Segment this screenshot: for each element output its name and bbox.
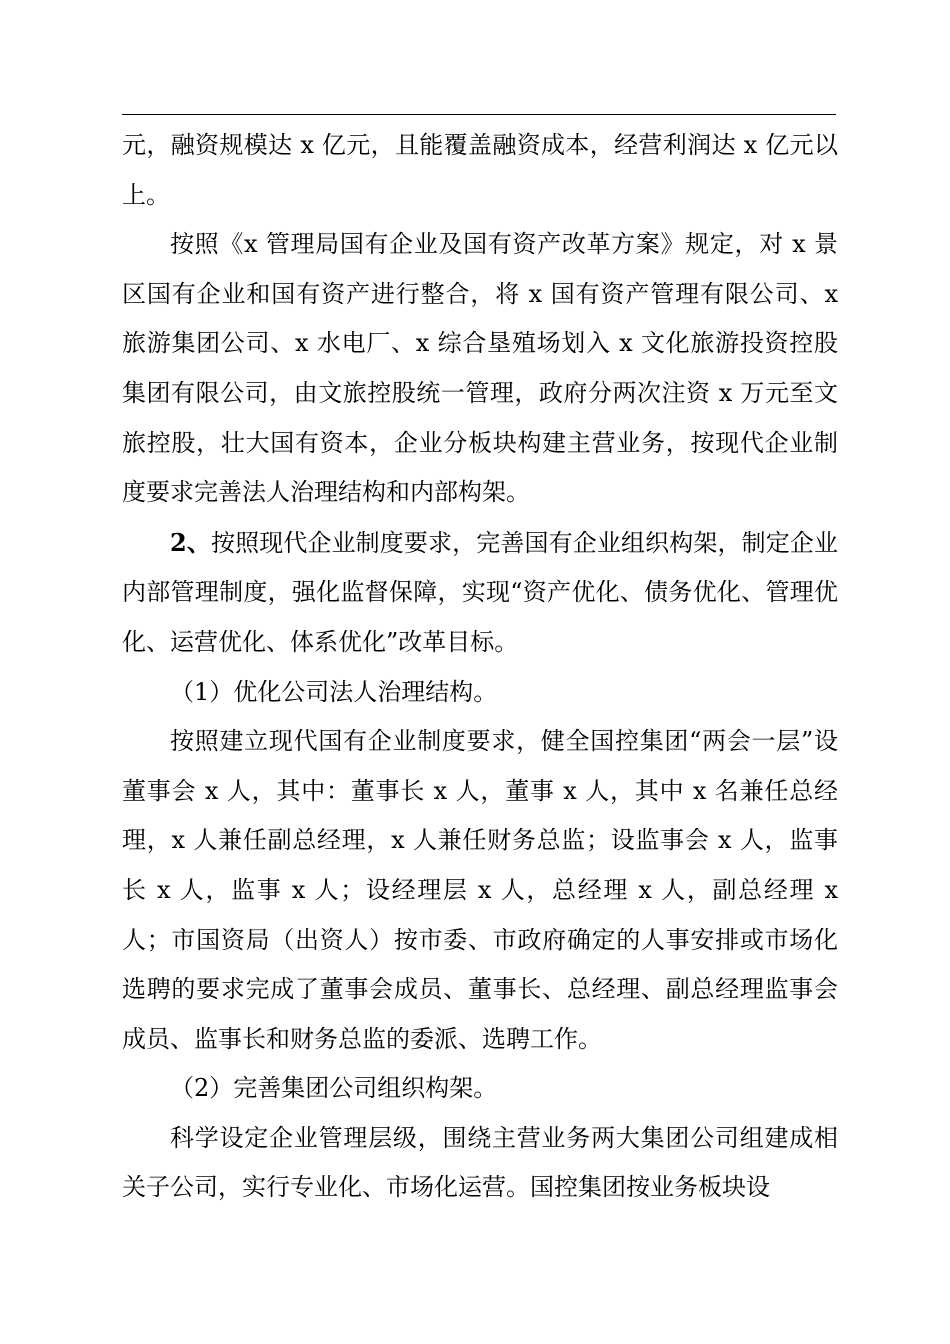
paragraph-management-levels: 科学设定企业管理层级，围绕主营业务两大集团公司组建成相关子公司，实行专业化、市场化运营。国控集团按业务板块设 (122, 1123, 838, 1202)
item-2-text: 按照现代企业制度要求，完善国有企业组织构架，制定企业内部管理制度，强化监督保障，实现“资产优化、债务优化、管理优化、运营优化、体系优化”改革目标。 (122, 528, 839, 656)
paragraph-financing-continuation: 元，融资规模达 x 亿元，且能覆盖融资成本，经营利润达 x 亿元以上。 (122, 131, 838, 209)
item-number: 2、 (170, 527, 211, 557)
paragraph-reform-plan: 按照《x 管理局国有企业及国有资产改革方案》规定，对 x 景区国有企业和国有资产进行整合，将 x 国有资产管理有限公司、x 旅游集团公司、x 水电厂、x 综合垦殖场划入 x 文化旅游投资控股集团有限公司，由文旅控股统一管理，政府分两次注资 x 万元至文旅控股，壮大国有资本，企业分板块构建主营业务，按现代企业制度要求完善法人治理结构和内部构架。 (122, 230, 838, 507)
subheading-1: （1）优化公司法人治理结构。 (170, 677, 498, 706)
document-body (122, 121, 838, 1213)
paragraph-item-2 (122, 518, 838, 668)
subheading-2: （2）完善集团公司组织构架。 (170, 1074, 498, 1103)
header-rule (122, 114, 836, 115)
paragraph-governance: 按照建立现代国有企业制度要求，健全国控集团“两会一层”设董事会 x 人，其中：董事长 x 人，董事 x 人，其中 x 名兼任总经理，x 人兼任副总经理，x 人兼任财务总监；设监事会 x 人，监事长 x 人，监事 x 人；设经理层 x 人，总经理 x 人，副总经理 x 人；市国资局（出资人）按市委、市政府确定的人事安排或市场化选聘的要求完成了董事会成员、董事长、总经理、副总经理监事会成员、监事长和财务总监的委派、选聘工作。 (122, 727, 838, 1053)
